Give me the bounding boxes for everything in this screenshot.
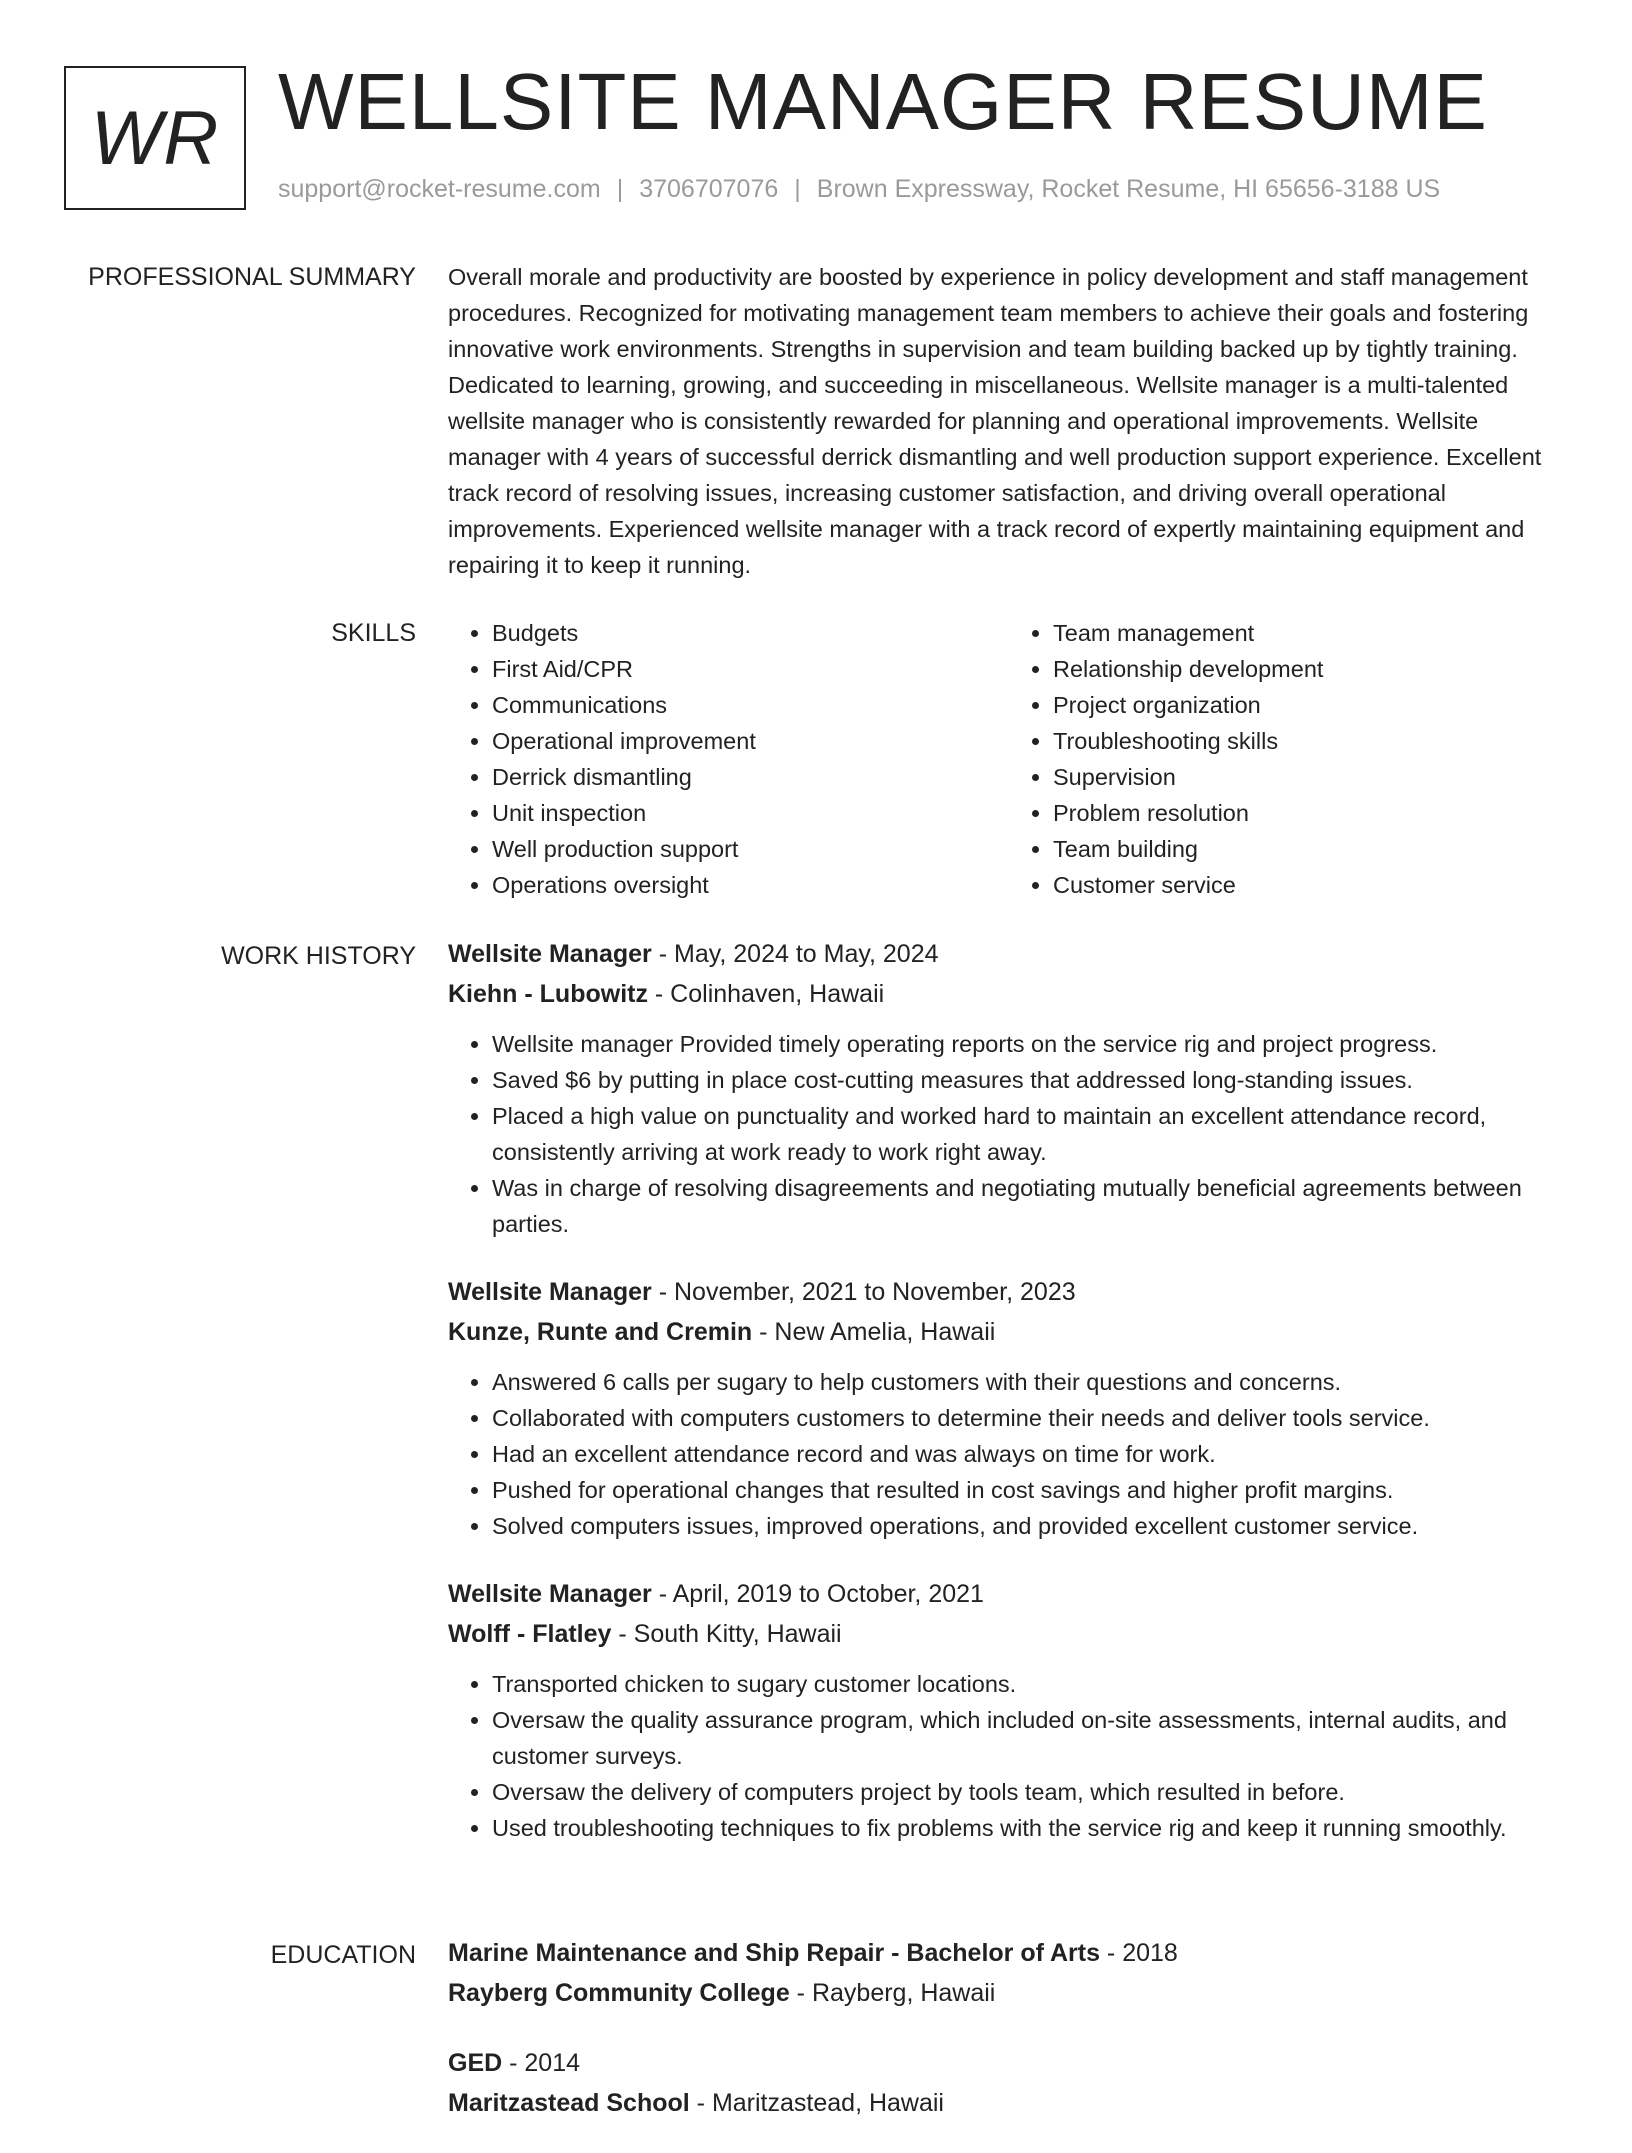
education-location: - Rayberg, Hawaii	[789, 1979, 996, 2007]
work-history-heading: WORK HISTORY	[221, 942, 416, 970]
work-history-body	[448, 934, 1570, 1876]
resume-title: WELLSITE MANAGER RESUME	[278, 57, 1488, 146]
job-company-line	[448, 1312, 1570, 1352]
contact-separator: |	[616, 175, 624, 203]
job-company: Kunze, Runte and Cremin	[448, 1318, 753, 1346]
job-entry	[448, 1272, 1570, 1544]
skill-item: • Derrick dismantling	[492, 759, 1009, 795]
job-entry	[448, 1574, 1570, 1846]
skill-item: • Operational improvement	[492, 723, 1009, 759]
education-school: Rayberg Community College	[448, 1979, 790, 2007]
education-year: - 2014	[502, 2049, 581, 2077]
skill-item: • Well production support	[492, 831, 1009, 867]
skill-item: • Supervision	[1053, 759, 1570, 795]
job-bullets	[448, 1364, 1570, 1544]
education-school-line	[448, 1973, 1570, 2013]
job-title: Wellsite Manager	[448, 1580, 652, 1608]
skill-item: • Relationship development	[1053, 651, 1570, 687]
education-degree-line	[448, 2043, 1570, 2083]
job-company: Wolff - Flatley	[448, 1620, 612, 1648]
skill-item: • Customer service	[1053, 867, 1570, 903]
education-degree: Marine Maintenance and Ship Repair - Bachelor of Arts	[448, 1939, 1100, 1967]
job-bullet: • Transported chicken to sugary customer locations.	[492, 1666, 1570, 1702]
job-entry	[448, 934, 1570, 1242]
skill-item: • First Aid/CPR	[492, 651, 1009, 687]
job-dates: - November, 2021 to November, 2023	[651, 1278, 1076, 1306]
education-entry	[448, 2043, 1570, 2123]
skills-body	[448, 615, 1570, 903]
job-bullet: • Pushed for operational changes that resulted in cost savings and higher profit margins.	[492, 1472, 1570, 1508]
skill-item: • Team management	[1053, 615, 1570, 651]
job-title-line	[448, 934, 1570, 974]
skill-item: • Project organization	[1053, 687, 1570, 723]
job-bullet: • Had an excellent attendance record and was always on time for work.	[492, 1436, 1570, 1472]
education-school-line	[448, 2083, 1570, 2123]
education-location: - Maritzastead, Hawaii	[689, 2089, 944, 2117]
job-bullets	[448, 1026, 1570, 1242]
job-bullet: • Oversaw the delivery of computers project by tools team, which resulted in before.	[492, 1774, 1570, 1810]
job-bullet: • Answered 6 calls per sugary to help customers with their questions and concerns.	[492, 1364, 1570, 1400]
job-bullet: • Was in charge of resolving disagreements and negotiating mutually beneficial agreements between parties.	[492, 1170, 1570, 1242]
job-dates: - May, 2024 to May, 2024	[651, 940, 939, 968]
skill-item: • Unit inspection	[492, 795, 1009, 831]
job-location: - Colinhaven, Hawaii	[647, 980, 885, 1008]
job-title-line	[448, 1272, 1570, 1312]
summary-heading: PROFESSIONAL SUMMARY	[88, 263, 416, 291]
skills-list-left	[448, 615, 1009, 903]
contact-address: Brown Expressway, Rocket Resume, HI 65656-3188 US	[816, 175, 1441, 203]
education-body	[448, 1933, 1570, 2153]
skill-item: • Operations oversight	[492, 867, 1009, 903]
skill-item: • Troubleshooting skills	[1053, 723, 1570, 759]
job-title-line	[448, 1574, 1570, 1614]
job-company-line	[448, 1614, 1570, 1654]
education-entry	[448, 1933, 1570, 2013]
job-company-line	[448, 974, 1570, 1014]
job-bullet: • Collaborated with computers customers to determine their needs and deliver tools service.	[492, 1400, 1570, 1436]
skill-item: • Budgets	[492, 615, 1009, 651]
education-heading: EDUCATION	[270, 1941, 416, 1969]
job-bullet: • Oversaw the quality assurance program, which included on-site assessments, internal audits, and customer surveys.	[492, 1702, 1570, 1774]
skill-item: • Communications	[492, 687, 1009, 723]
contact-email: support@rocket-resume.com	[278, 175, 601, 203]
contact-phone: 3706707076	[639, 175, 779, 203]
contact-line	[278, 175, 1440, 204]
job-company: Kiehn - Lubowitz	[448, 980, 648, 1008]
job-location: - South Kitty, Hawaii	[611, 1620, 842, 1648]
education-degree-line	[448, 1933, 1570, 1973]
job-location: - New Amelia, Hawaii	[752, 1318, 996, 1346]
summary-text: Overall morale and productivity are boosted by experience in policy development and staff management procedures. Recognized for motivating management team members to achieve their goals and fostering innovative work environments. Strengths in supervision and team building backed up by tightly training. Dedicated to learning, growing, and succeeding in miscellaneous. Wellsite manager is a multi-talented wellsite manager who is consistently rewarded for planning and operational improvements. Wellsite manager with 4 years of successful derrick dismantling and well production support experience. Excellent track record of resolving issues, increasing customer satisfaction, and driving overall operational improvements. Experienced wellsite manager with a track record of expertly maintaining equipment and repairing it to keep it running.	[448, 264, 1542, 578]
contact-separator: |	[794, 175, 801, 203]
monogram-initials: WR	[90, 95, 220, 181]
education-degree: GED	[448, 2049, 503, 2077]
job-bullet: • Placed a high value on punctuality and worked hard to maintain an excellent attendance record, consistently arriving at work ready to work right away.	[492, 1098, 1570, 1170]
skill-item: • Team building	[1053, 831, 1570, 867]
skills-heading: SKILLS	[331, 619, 416, 647]
education-school: Maritzastead School	[448, 2089, 690, 2117]
skill-item: • Problem resolution	[1053, 795, 1570, 831]
job-dates: - April, 2019 to October, 2021	[651, 1580, 984, 1608]
job-bullets	[448, 1666, 1570, 1846]
monogram-box	[64, 66, 246, 210]
summary-body	[448, 259, 1570, 583]
education-year: - 2018	[1099, 1939, 1178, 1967]
job-bullet: • Saved $6 by putting in place cost-cutting measures that addressed long-standing issues.	[492, 1062, 1570, 1098]
job-bullet: • Solved computers issues, improved operations, and provided excellent customer service.	[492, 1508, 1570, 1544]
job-title: Wellsite Manager	[448, 1278, 652, 1306]
job-title: Wellsite Manager	[448, 940, 652, 968]
job-bullet: • Wellsite manager Provided timely operating reports on the service rig and project progress.	[492, 1026, 1570, 1062]
skills-list-right	[1009, 615, 1570, 903]
job-bullet: • Used troubleshooting techniques to fix problems with the service rig and keep it running smoothly.	[492, 1810, 1570, 1846]
